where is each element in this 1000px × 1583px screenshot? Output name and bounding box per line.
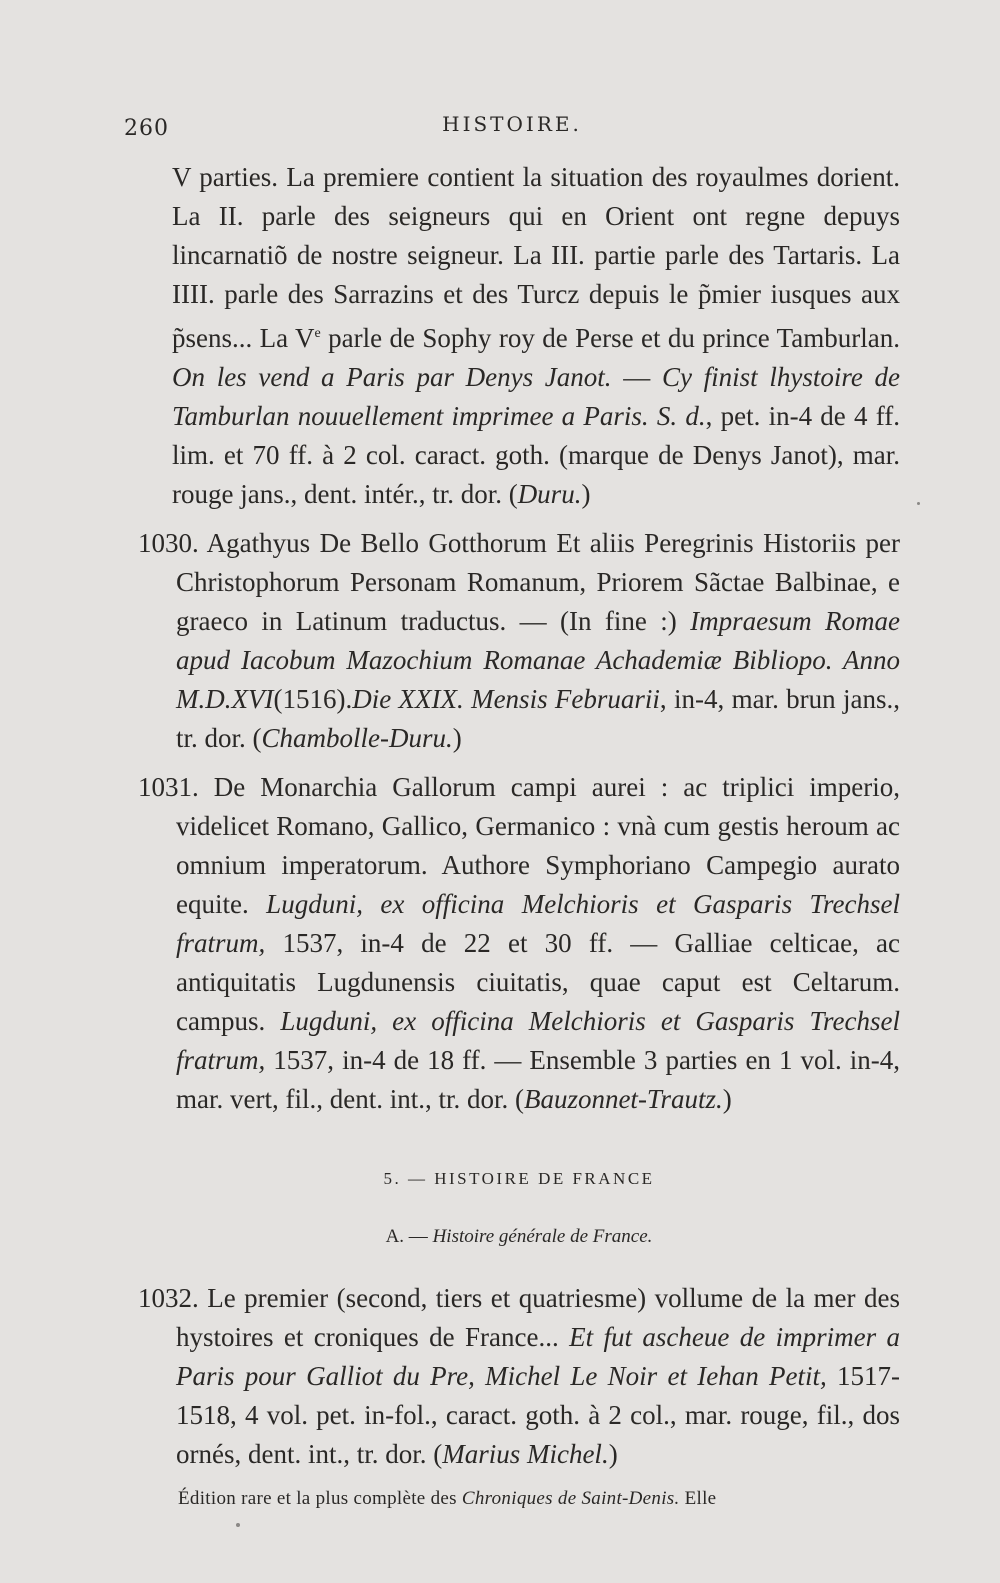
running-title: HISTOIRE. xyxy=(442,112,582,136)
footnote-paragraph: Édition rare et la plus complète des Chroniques de Saint-Denis. Elle xyxy=(178,1488,717,1509)
entry-number: 1032. xyxy=(138,1283,199,1313)
entry-continued: V parties. La premiere contient la situation des royaulmes dorient. La II. parle des seigneurs qui en Orient ont regne depuys lincarnatiõ de nostre seigneur. La III. partie parle des Tartaris. La IIII. parle des Sarrazins et des Turcz depuis le p̃mier iusques aux p̃sens... La Ve parle de Sophy roy de Perse et du prince Tamburlan. On les vend a Paris par Denys Janot. — Cy finist lhystoire de Tamburlan nouuellement imprimee a Paris. S. d., pet. in-4 de 4 ff. lim. et 70 ff. à 2 col. caract. goth. (marque de Denys Janot), mar. rouge jans., dent. intér., tr. dor. (Duru.) xyxy=(172,162,900,509)
page-body xyxy=(138,158,900,1533)
entry-1031: 1031. De Monarchia Gallorum campi aurei : ac triplici imperio, videlicet Romano, Gallico, Germanico : vnà cum gestis heroum ac omnium imperatorum. Authore Symphoriano Campegio aurato equite. Lugduni, ex officina Melchioris et Gasparis Trechsel fratrum, 1537, in-4 de 22 et 30 ff. — Galliae celticae, ac antiquitatis Lugdunensis ciuitatis, quae caput est Celtarum. campus. Lugduni, ex officina Melchioris et Gasparis Trechsel fratrum, 1537, in-4 de 18 ff. — Ensemble 3 parties en 1 vol. in-4, mar. vert, fil., dent. int., tr. dor. (Bauzonnet-Trautz.) xyxy=(138,772,900,1114)
entry-number: 1030. xyxy=(138,528,199,558)
entry-1032: 1032. Le premier (second, tiers et quatriesme) vollume de la mer des hystoires et croniques de France... Et fut ascheue de imprimer a Paris pour Galliot du Pre, Michel Le Noir et Iehan Petit, 1517-1518, 4 vol. pet. in-fol., caract. goth. à 2 col., mar. rouge, fil., dos ornés, dent. int., tr. dor. (Marius Michel.) xyxy=(138,1283,900,1469)
section-heading: 5. — HISTOIRE DE FRANCE xyxy=(383,1169,655,1188)
page-number: 260 xyxy=(124,116,169,141)
entry-number: 1031. xyxy=(138,772,199,802)
entry-1030: 1030. Agathyus De Bello Gotthorum Et aliis Peregrinis Historiis per Christophorum Personam Romanum, Priorem Sãctae Balbinae, e graeco in Latinum traductus. — (In fine :) Impraesum Romae apud Iacobum Mazochium Romanae Achademiæ Bibliopo. Anno M.D.XVI(1516).Die XXIX. Mensis Februarii, in-4, mar. brun jans., tr. dor. (Chambolle-Duru.) xyxy=(138,528,900,753)
paper-speck xyxy=(917,502,920,505)
subsection-heading: A. — Histoire générale de France. xyxy=(385,1226,653,1247)
paper-speck xyxy=(236,1523,240,1527)
running-header xyxy=(124,112,900,146)
